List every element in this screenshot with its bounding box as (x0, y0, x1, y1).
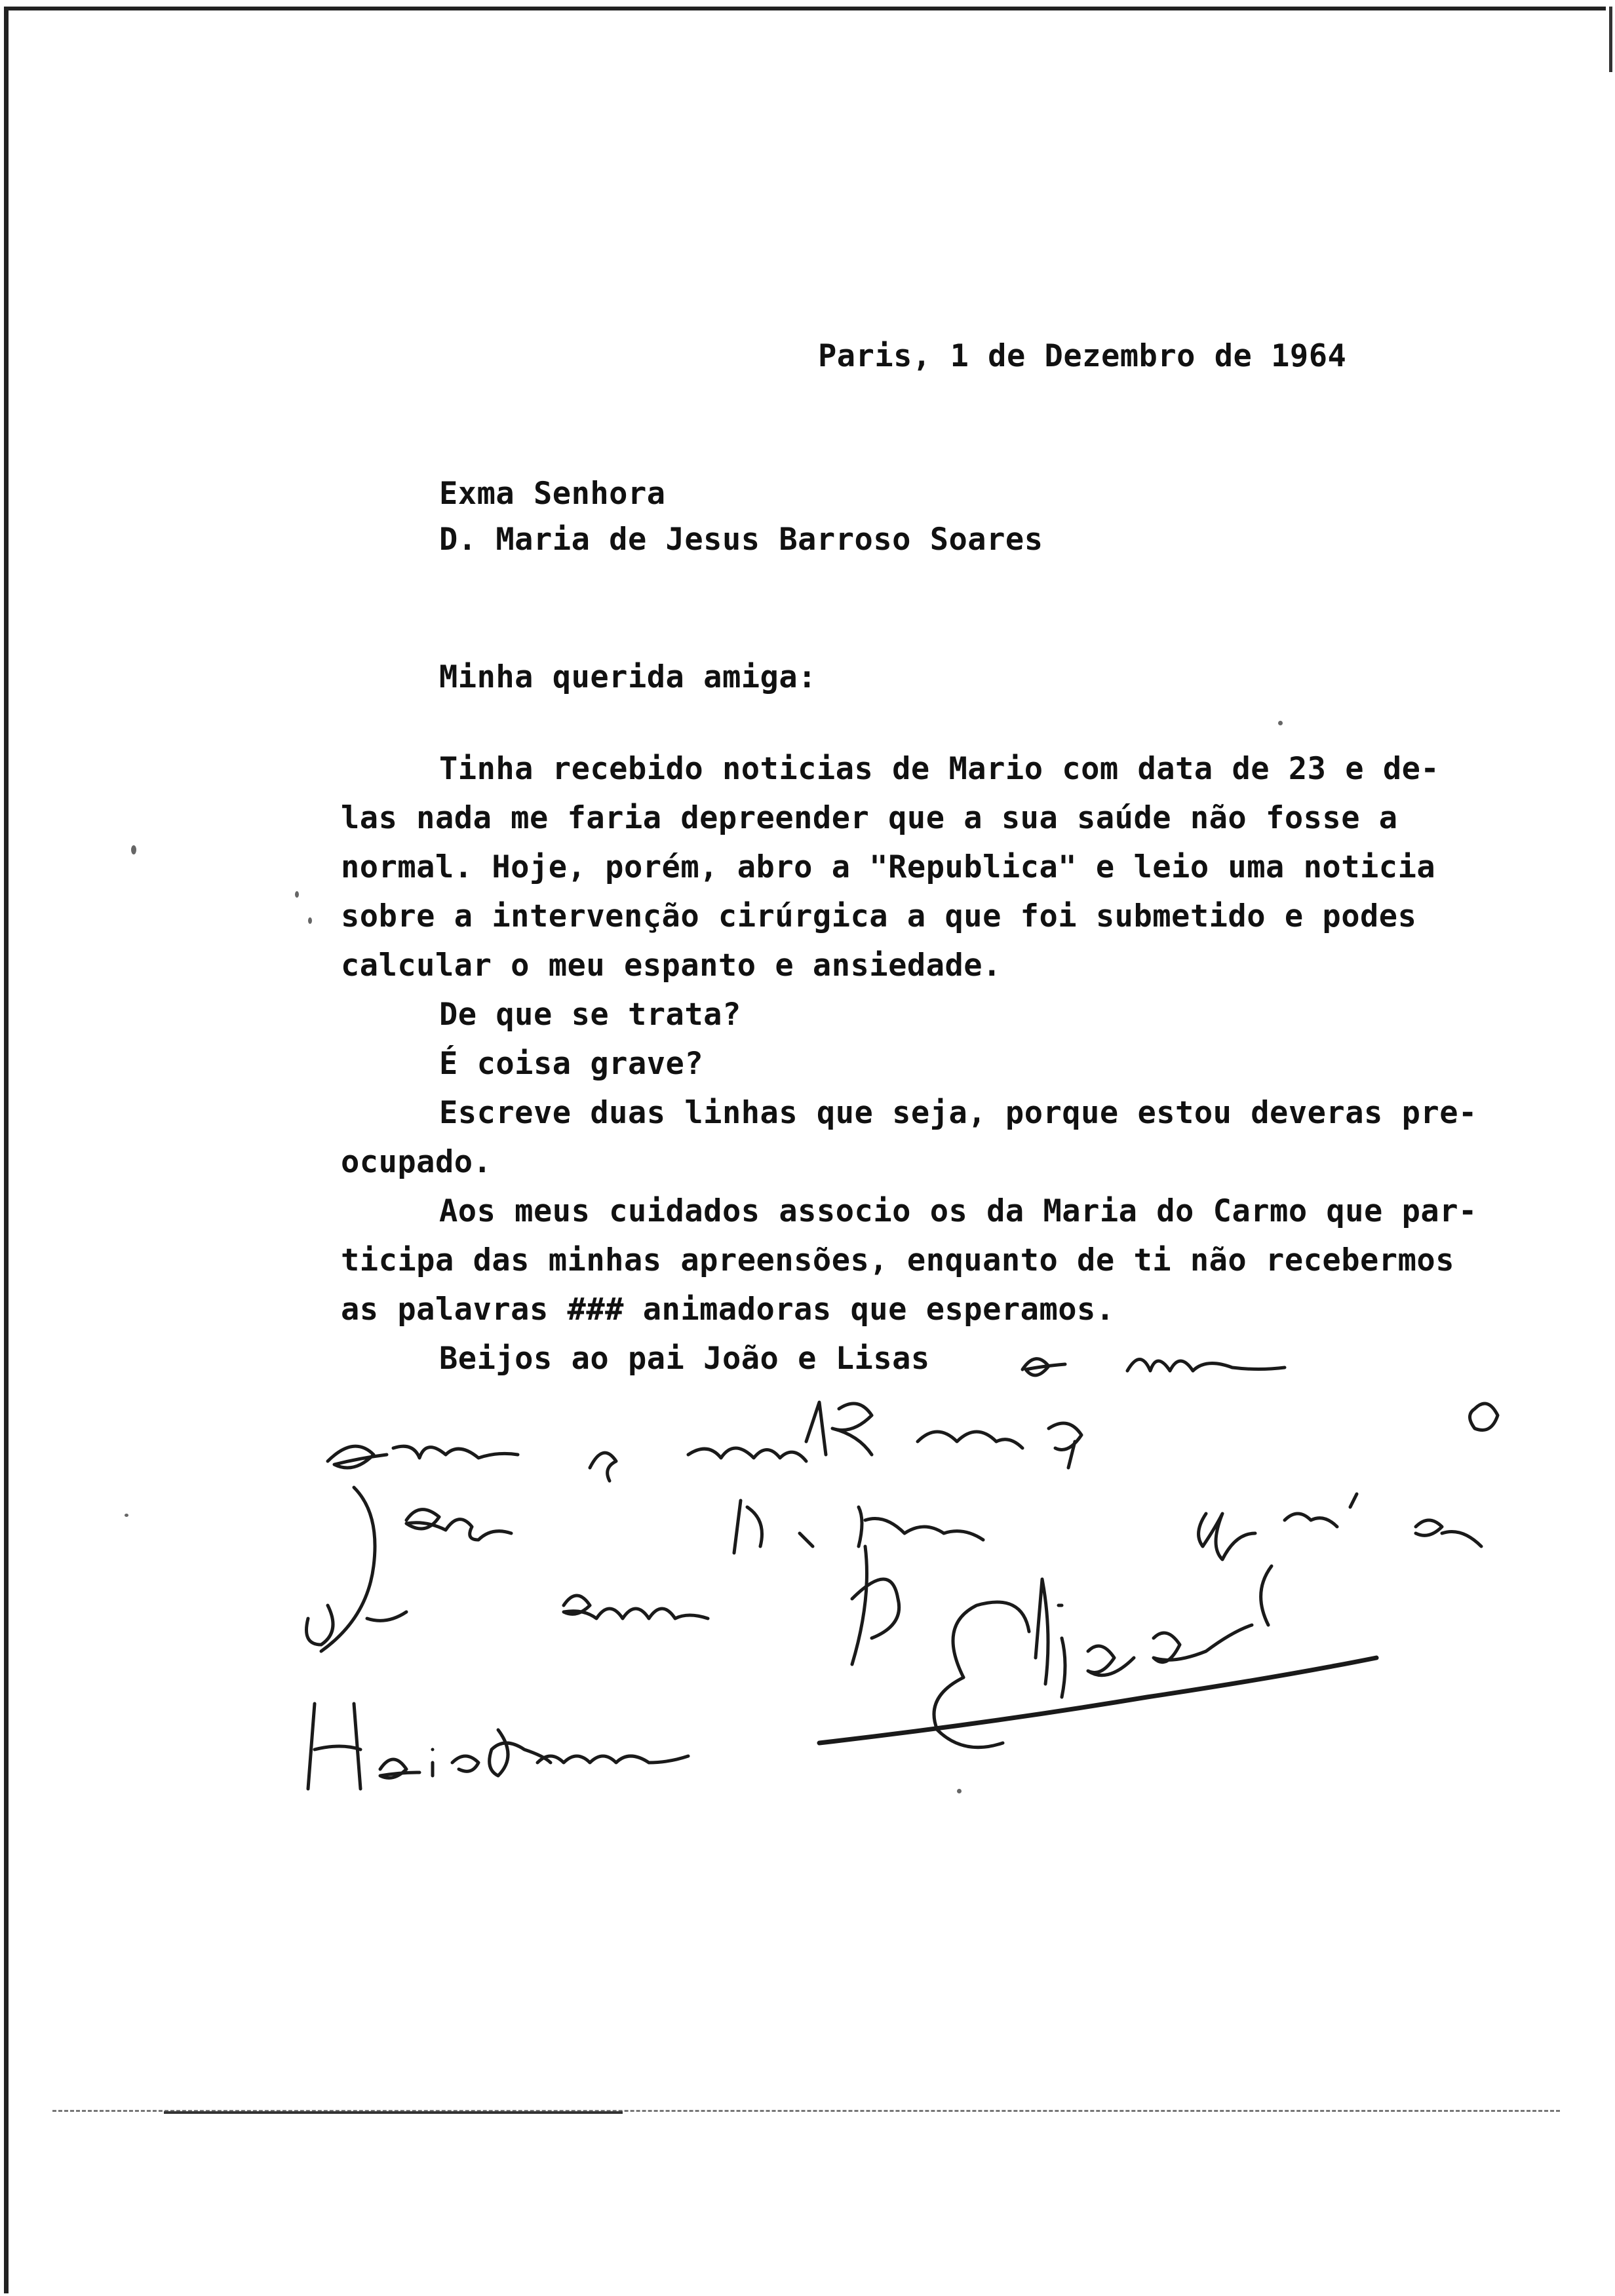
scan-speck (131, 845, 136, 854)
body-line: De que se trata? (439, 997, 741, 1033)
body-line: normal. Hoje, porém, abro a "Republica" e leio uma noticia (341, 849, 1436, 885)
body-line: ocupado. (341, 1144, 492, 1180)
scan-border-right (1609, 7, 1612, 72)
addressee-name: D. Maria de Jesus Barroso Soares (439, 522, 1043, 558)
scan-artifact-line (164, 2111, 623, 2114)
body-line: sobre a intervenção cirúrgica a que foi submetido e podes (341, 898, 1417, 934)
body-line: Tinha recebido noticias de Mario com data de 23 e de- (439, 751, 1440, 787)
scan-border-left (4, 7, 9, 2293)
scan-speck (1278, 721, 1283, 725)
body-line: É coisa grave? (439, 1046, 704, 1082)
scan-border-top (7, 7, 1606, 10)
body-line: ticipa das minhas apreensões, enquanto de ti não recebermos (341, 1242, 1454, 1278)
body-line: las nada me faria depreender que a sua saúde não fosse a (341, 800, 1398, 836)
scan-speck (957, 1789, 962, 1793)
scan-speck (125, 1514, 128, 1517)
date-line: Paris, 1 de Dezembro de 1964 (818, 338, 1347, 374)
body-line: Beijos ao pai João e Lisas (439, 1341, 930, 1377)
salutation: Minha querida amiga: (439, 659, 817, 695)
scan-speck (308, 917, 312, 924)
body-line: as palavras ### animadoras que esperamos. (341, 1292, 1115, 1328)
body-line: calcular o meu espanto e ansiedade. (341, 947, 1002, 984)
body-line: Escreve duas linhas que seja, porque estou deveras pre- (439, 1095, 1477, 1131)
body-line: Aos meus cuidados associo os da Maria do Carmo que par- (439, 1193, 1477, 1229)
scan-speck (295, 891, 299, 898)
addressee-title: Exma Senhora (439, 476, 666, 512)
